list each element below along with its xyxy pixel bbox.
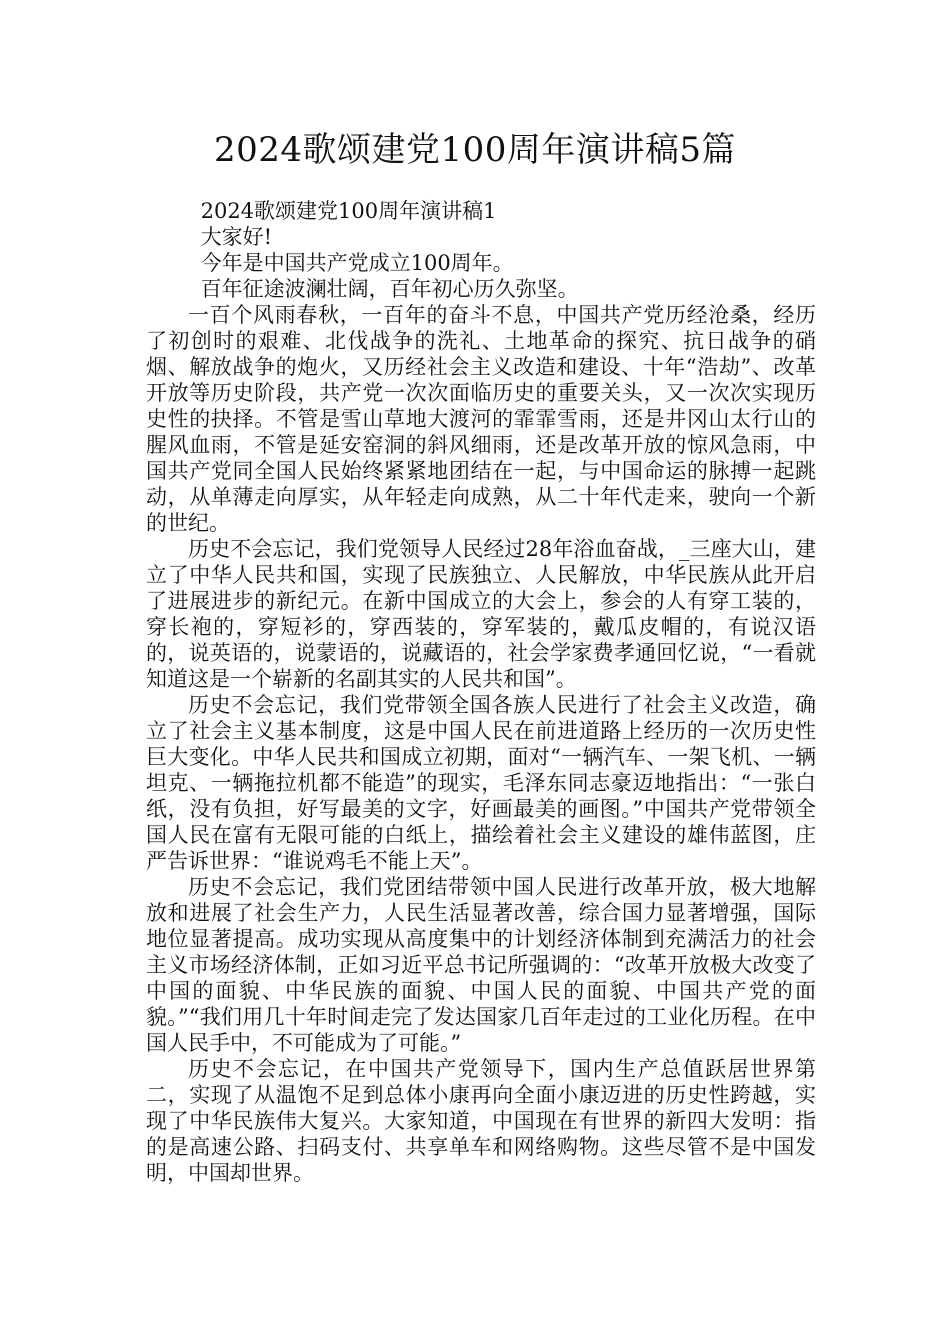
section-heading: 2024歌颂建党100周年演讲稿1 (200, 199, 497, 223)
paragraph: 百年征途波澜壮阔，百年初心历久弥坚。 (200, 277, 579, 301)
paragraph: 历史不会忘记，我们党团结带领中国人民进行改革开放，极大地解放和进展了社会生产力，人民生活显著改善，综合国力显著增强，国际地位显著提高。成功实现从高度集中的计划经济体制到充满活力的社会主义市场经济体制，正如习近平总书记所强调的：“改革开放极大改变了中国的面貌、中华民族的面貌、中国人民的面貌、中国共产党的面貌。”“我们用几十年时间走完了发达国家几百年走过的工业化历程。在中国人民手中，不可能成为了可能。” (146, 875, 816, 1055)
paragraph: 历史不会忘记，我们党领导人民经过28年浴血奋战，_三座大山，建立了中华人民共和国，实现了民族独立、人民解放，中华民族从此开启了进展进步的新纪元。在新中国成立的大会上，参会的人有穿工装的，穿长袍的，穿短衫的，穿西装的，穿军装的，戴瓜皮帽的，有说汉语的，说英语的，说蒙语的，说藏语的，社会学家费孝通回忆说，“一看就知道这是一个崭新的名副其实的人民共和国”。 (146, 537, 816, 691)
paragraph: 一百个风雨春秋，一百年的奋斗不息，中国共产党历经沧桑，经历了初创时的艰难、北伐战争的洗礼、土地革命的探究、抗日战争的硝烟、解放战争的炮火，又历经社会主义改造和建设、十年“浩劫”、改革开放等历史阶段，共产党一次次面临历史的重要关头，又一次次实现历史性的抉择。不管是雪山草地大渡河的霏霏雪雨，还是井冈山太行山的腥风血雨，不管是延安窑洞的斜风细雨，还是改革开放的惊风急雨，中国共产党同全国人民始终紧紧地团结在一起，与中国命运的脉搏一起跳动，从单薄走向厚实，从年轻走向成熟，从二十年代走来，驶向一个新的世纪。 (146, 303, 816, 535)
greeting: 大家好! (200, 225, 273, 249)
paragraph: 今年是中国共产党成立100周年。 (200, 251, 514, 275)
paragraph: 历史不会忘记，在中国共产党领导下，国内生产总值跃居世界第二，实现了从温饱不足到总体小康再向全面小康迈进的历史性跨越，实现了中华民族伟大复兴。大家知道，中国现在有世界的新四大发明：指的是高速公路、扫码支付、共享单车和网络购物。这些尽管不是中国发明，中国却世界。 (146, 1057, 816, 1185)
document-title: 2024歌颂建党100周年演讲稿5篇 (213, 130, 737, 170)
paragraph: 历史不会忘记，我们党带领全国各族人民进行了社会主义改造，确立了社会主义基本制度，这是中国人民在前进道路上经历的一次历史性巨大变化。中华人民共和国成立初期，面对“一辆汽车、一架飞机、一辆坦克、一辆拖拉机都不能造”的现实，毛泽东同志豪迈地指出：“一张白纸，没有负担，好写最美的文字，好画最美的画图。”中国共产党带领全国人民在富有无限可能的白纸上，描绘着社会主义建设的雄伟蓝图，庄严告诉世界：“谁说鸡毛不能上天”。 (146, 693, 816, 873)
document-body (146, 198, 816, 1186)
